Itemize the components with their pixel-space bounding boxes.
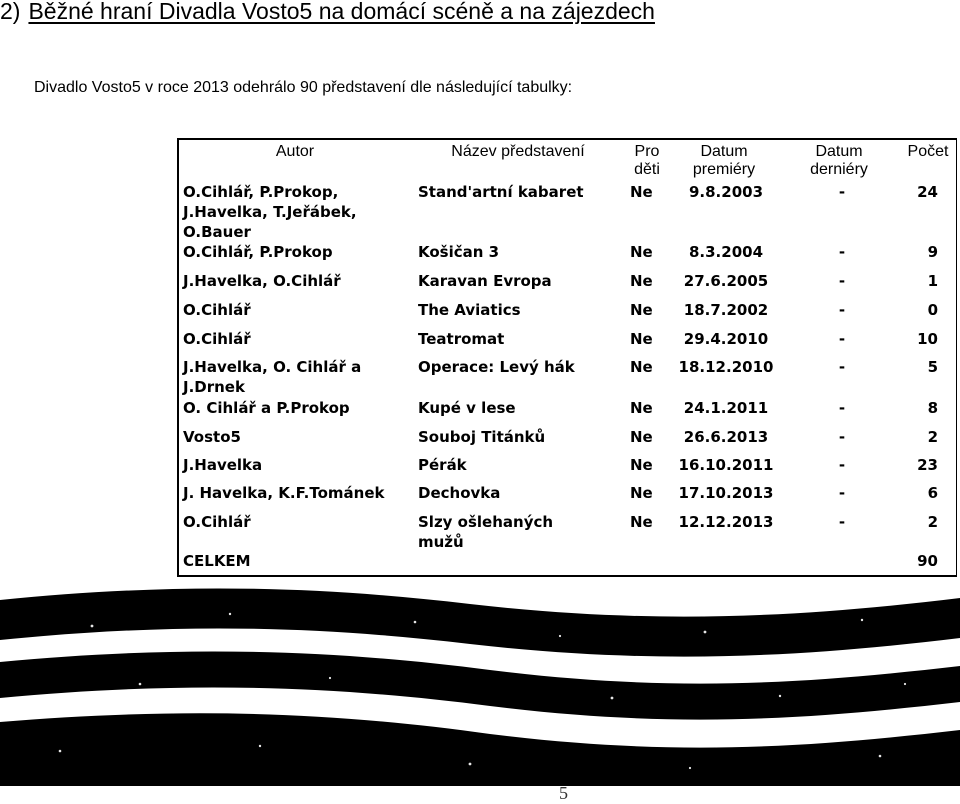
cell-author [183, 512, 413, 532]
cell-derniere: - [838, 428, 846, 446]
cell-title-line: Košičan 3 [418, 243, 500, 261]
cell-count: 0 [927, 301, 938, 319]
cell-author [183, 483, 413, 503]
cell-derniere: - [838, 484, 846, 502]
cell-title-line: Pérák [418, 456, 467, 474]
cell-premiere: 29.4.2010 [683, 330, 769, 348]
cell-author [183, 398, 413, 418]
cell-count: 5 [927, 358, 938, 376]
cell-count: 1 [927, 272, 938, 290]
cell-kids: Ne [630, 513, 653, 531]
cell-derniere: - [838, 183, 846, 201]
total-count: 90 [917, 552, 938, 570]
header-kids-line: Pro [634, 143, 660, 160]
cell-title-line: The Aviatics [418, 301, 521, 319]
cell-author-line: J.Havelka, T.Jeřábek, [183, 203, 357, 221]
cell-author [183, 182, 413, 242]
cell-kids: Ne [630, 243, 653, 261]
header-premiere [682, 143, 766, 179]
cell-premiere: 8.3.2004 [688, 243, 764, 261]
cell-author-line: O. Cihlář a P.Prokop [183, 399, 350, 417]
cell-derniere: - [838, 456, 846, 474]
cell-title [418, 483, 628, 503]
cell-premiere: 16.10.2011 [678, 456, 774, 474]
cell-count: 24 [917, 183, 938, 201]
intro-paragraph: Divadlo Vosto5 v roce 2013 odehrálo 90 představení dle následující tabulky: [34, 79, 573, 96]
cell-author-line: O.Cihlář [183, 513, 251, 531]
cell-kids: Ne [630, 484, 653, 502]
header-derniere-line: Datum [815, 143, 863, 160]
cell-title [418, 357, 628, 377]
cell-kids: Ne [630, 399, 653, 417]
cell-premiere: 26.6.2013 [683, 428, 769, 446]
header-premiere-line: premiéry [692, 161, 756, 178]
cell-kids: Ne [630, 358, 653, 376]
cell-derniere: - [838, 272, 846, 290]
cell-author-line: Vosto5 [183, 428, 241, 446]
cell-kids: Ne [630, 428, 653, 446]
cell-kids: Ne [630, 183, 653, 201]
cell-count: 2 [927, 428, 938, 446]
cell-author-line: J.Havelka [183, 456, 263, 474]
cell-premiere: 9.8.2003 [688, 183, 764, 201]
cell-kids: Ne [630, 272, 653, 290]
cell-title [418, 512, 628, 552]
cell-count: 6 [927, 484, 938, 502]
section-number: 2) [0, 0, 21, 24]
cell-title [418, 329, 628, 349]
cell-author [183, 242, 413, 262]
cell-premiere: 12.12.2013 [678, 513, 774, 531]
cell-author-line: O.Cihlář [183, 330, 251, 348]
cell-title-line: Teatromat [418, 330, 505, 348]
cell-title-line: Operace: Levý hák [418, 358, 575, 376]
cell-title-line: Souboj Titánků [418, 428, 546, 446]
page-number: 5 [559, 783, 568, 803]
cell-title-line: Karavan Evropa [418, 272, 552, 290]
cell-premiere: 18.12.2010 [678, 358, 774, 376]
total-label: CELKEM [183, 552, 251, 570]
cell-author-line: J. Havelka, K.F.Tománek [183, 484, 385, 502]
cell-author-line: O.Bauer [183, 223, 251, 241]
cell-title-line: mužů [418, 533, 464, 551]
cell-premiere: 24.1.2011 [683, 399, 769, 417]
section-title: Běžné hraní Divadla Vosto5 na domácí scéně a na zájezdech [28, 0, 655, 24]
header-derniere [796, 143, 882, 179]
cell-derniere: - [838, 330, 846, 348]
cell-title-line: Stand'artní kabaret [418, 183, 584, 201]
cell-derniere: - [838, 301, 846, 319]
cell-author [183, 357, 413, 397]
cell-kids: Ne [630, 456, 653, 474]
cell-count: 10 [917, 330, 938, 348]
cell-author-line: O.Cihlář, P.Prokop, [183, 183, 339, 201]
cell-count: 23 [917, 456, 938, 474]
header-author: Autor [275, 143, 315, 160]
cell-author-line: J.Havelka, O. Cihlář a [183, 358, 362, 376]
waves-logo [0, 586, 960, 786]
cell-title [418, 182, 628, 202]
cell-derniere: - [838, 358, 846, 376]
cell-derniere: - [838, 399, 846, 417]
cell-premiere: 18.7.2002 [683, 301, 769, 319]
cell-author [183, 300, 413, 320]
cell-author-line: J.Havelka, O.Cihlář [183, 272, 341, 290]
header-kids-line: děti [634, 161, 660, 178]
cell-author [183, 329, 413, 349]
cell-author-line: O.Cihlář, P.Prokop [183, 243, 333, 261]
cell-title [418, 398, 628, 418]
cell-title-line: Kupé v lese [418, 399, 516, 417]
cell-title [418, 300, 628, 320]
cell-author [183, 271, 413, 291]
cell-title [418, 271, 628, 291]
cell-title-line: Dechovka [418, 484, 501, 502]
header-premiere-line: Datum [700, 143, 748, 160]
cell-kids: Ne [630, 301, 653, 319]
section-heading [0, 0, 655, 25]
cell-derniere: - [838, 243, 846, 261]
cell-count: 9 [927, 243, 938, 261]
header-derniere-line: derniéry [810, 161, 868, 178]
cell-kids: Ne [630, 330, 653, 348]
header-kids [624, 143, 670, 179]
cell-title [418, 455, 628, 475]
cell-title [418, 242, 628, 262]
cell-premiere: 17.10.2013 [678, 484, 774, 502]
cell-title-line: Slzy ošlehaných [418, 513, 554, 531]
cell-author-line: J.Drnek [183, 378, 245, 396]
cell-author-line: O.Cihlář [183, 301, 251, 319]
header-count: Počet [907, 143, 949, 160]
cell-count: 8 [927, 399, 938, 417]
header-title: Název představení [451, 143, 585, 160]
cell-author [183, 455, 413, 475]
cell-derniere: - [838, 513, 846, 531]
cell-author [183, 427, 413, 447]
cell-count: 2 [927, 513, 938, 531]
cell-premiere: 27.6.2005 [683, 272, 769, 290]
cell-title [418, 427, 628, 447]
